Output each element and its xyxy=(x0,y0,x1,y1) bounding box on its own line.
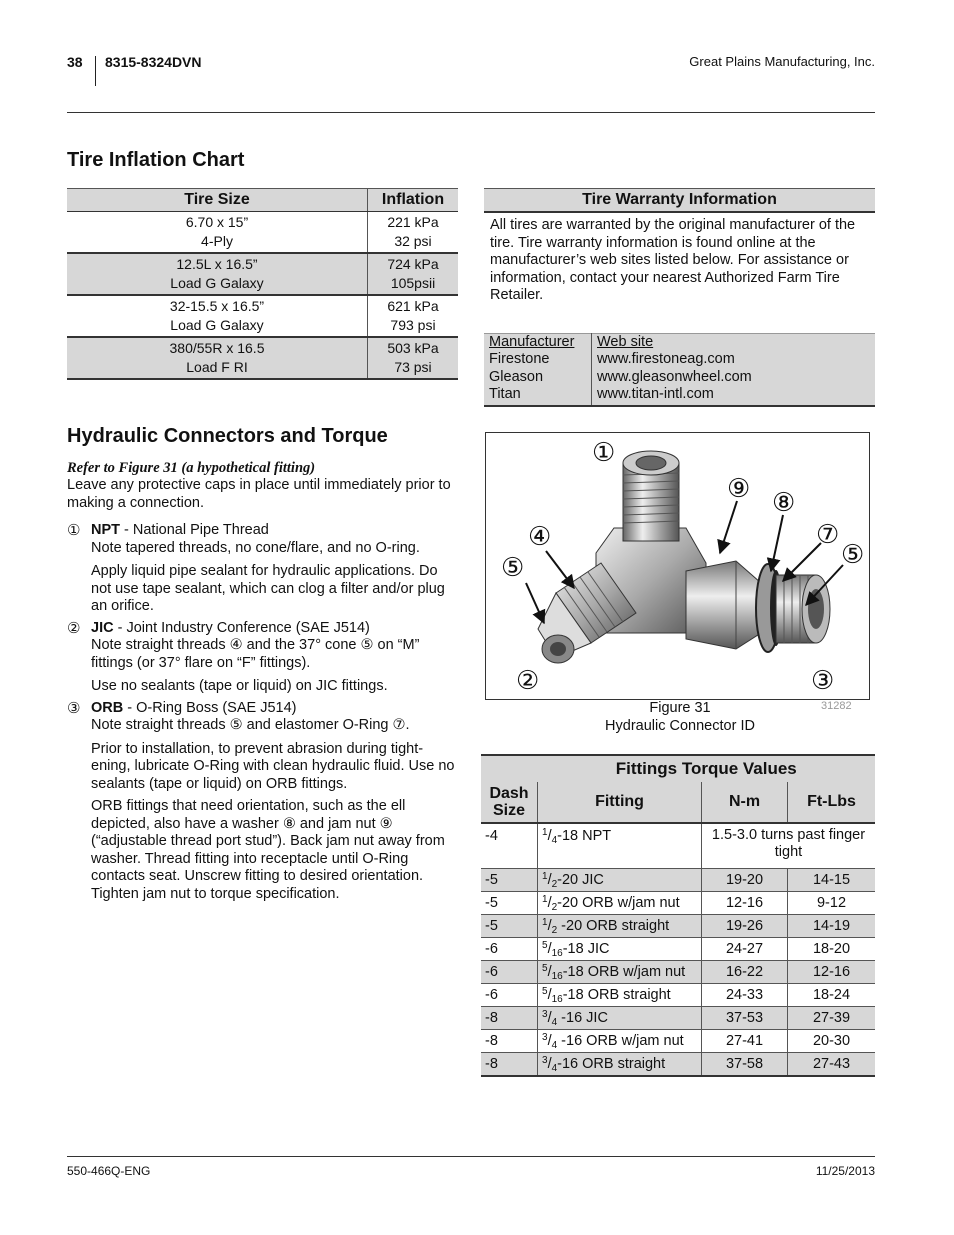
fitting-name: $^3/_4$ -16 ORB w/jam nut xyxy=(538,1030,702,1053)
header-rule xyxy=(67,112,875,113)
table-row xyxy=(484,351,875,368)
inflation-psi: 32 psi xyxy=(394,233,432,249)
torque-nm: 19-26 xyxy=(702,915,788,938)
item-note: Note tapered threads, no cone/flare, and no O-ring. xyxy=(91,539,420,556)
manufacturer-table xyxy=(484,333,875,407)
fitting-name: $^3/_4-16$ ORB straight xyxy=(538,1053,702,1077)
item-term: JIC xyxy=(91,619,114,636)
dash-size: -8 xyxy=(481,1053,538,1077)
table-row xyxy=(481,823,875,869)
hydraulic-body xyxy=(67,459,459,903)
manufacturer-name: Firestone xyxy=(489,351,550,368)
table-row xyxy=(484,386,875,406)
torque-ftlbs: 27-39 xyxy=(788,1007,876,1030)
dash-size: -5 xyxy=(481,892,538,915)
fitting-name: $^5/_{16}-18$ ORB w/jam nut xyxy=(538,961,702,984)
tire-size-line1: 6.70 x 15” xyxy=(185,214,249,230)
connector-illustration xyxy=(486,433,869,699)
table-row xyxy=(481,961,875,984)
warranty-title: Tire Warranty Information xyxy=(484,188,875,213)
fitting-name: $^1/_4-18$ NPT xyxy=(538,823,702,869)
tire-size-line1: 32-15.5 x 16.5” xyxy=(169,298,265,314)
callout-1: ① xyxy=(592,438,616,468)
col-fitting: Fitting xyxy=(538,782,702,823)
inflation-psi: 793 psi xyxy=(390,317,436,333)
fitting-name: $^5/_{16}-18$ ORB straight xyxy=(538,984,702,1007)
torque-nm: 37-58 xyxy=(702,1053,788,1077)
company-name: Great Plains Manufacturing, Inc. xyxy=(689,54,875,69)
tire-size-line1: 12.5L x 16.5” xyxy=(176,256,258,272)
callout-2: ② xyxy=(67,619,81,637)
item-orb xyxy=(67,700,459,904)
table-row xyxy=(481,869,875,892)
tire-size-line2: Load F RI xyxy=(186,359,248,375)
item-term: ORB xyxy=(91,699,124,716)
item-desc: - Joint Industry Conference (SAE J514) xyxy=(113,619,370,636)
torque-nm: 12-16 xyxy=(702,892,788,915)
item-para: Prior to installation, to prevent abrasion during tight-ening, lubricate O-Ring with clean hydraulic fluid. Use no sealants (tape or liquid) on ORB fittings. xyxy=(91,740,455,792)
torque-ftlbs: 9-12 xyxy=(788,892,876,915)
torque-title: Fittings Torque Values xyxy=(538,755,876,782)
manufacturer-site: www.gleasonwheel.com xyxy=(592,369,876,386)
torque-nm: 27-41 xyxy=(702,1030,788,1053)
col-tire-size: Tire Size xyxy=(67,189,368,212)
torque-nm: 24-33 xyxy=(702,984,788,1007)
dash-size: -8 xyxy=(481,1030,538,1053)
col-dash-size: Dash Size xyxy=(481,782,538,823)
item-para: Use no sealants (tape or liquid) on JIC fittings. xyxy=(91,678,388,694)
inflation-psi: 73 psi xyxy=(394,359,432,375)
footer-rule xyxy=(67,1156,875,1157)
torque-nm: 37-53 xyxy=(702,1007,788,1030)
figure-title: Hydraulic Connector ID xyxy=(605,717,755,734)
table-row xyxy=(67,253,458,295)
figure-caption xyxy=(560,700,800,735)
torque-ftlbs: 14-19 xyxy=(788,915,876,938)
header-divider xyxy=(95,56,96,86)
col-nm: N-m xyxy=(702,782,788,823)
figure-reference: Refer to Figure 31 (a hypothetical fitting) xyxy=(67,460,316,476)
hydraulic-connector-figure xyxy=(485,432,870,700)
dash-size: -6 xyxy=(481,961,538,984)
manufacturer-name: Titan xyxy=(489,385,521,402)
torque-ftlbs: 20-30 xyxy=(788,1030,876,1053)
table-row xyxy=(67,337,458,379)
inflation-kpa: 621 kPa xyxy=(387,298,439,314)
item-jic xyxy=(67,620,459,696)
dash-size: -4 xyxy=(481,823,538,869)
dash-size: -6 xyxy=(481,938,538,961)
callout-2: ② xyxy=(516,666,540,696)
inflation-psi: 105psii xyxy=(390,275,436,291)
figure-number: Figure 31 xyxy=(649,700,711,716)
callout-3: ③ xyxy=(67,699,81,717)
tire-inflation-table xyxy=(67,188,458,380)
table-row xyxy=(481,1007,875,1030)
torque-spec: 1.5-3.0 turns past finger tight xyxy=(702,823,876,869)
tire-size-line2: Load G Galaxy xyxy=(170,275,264,291)
tire-size-line2: 4-Ply xyxy=(201,233,233,249)
table-row xyxy=(481,915,875,938)
tire-size-line2: Load G Galaxy xyxy=(170,317,264,333)
torque-nm: 24-27 xyxy=(702,938,788,961)
callout-8: ⑧ xyxy=(772,488,796,518)
fitting-name: $^1/_2-20$ ORB w/jam nut xyxy=(538,892,702,915)
torque-ftlbs: 27-43 xyxy=(788,1053,876,1077)
page-number: 38 xyxy=(67,54,83,70)
model-number: 8315-8324DVN xyxy=(105,54,202,70)
table-row xyxy=(481,984,875,1007)
torque-ftlbs: 14-15 xyxy=(788,869,876,892)
fitting-name: $^1/_2$ -20 ORB straight xyxy=(538,915,702,938)
callout-4: ④ xyxy=(528,522,552,552)
item-para: ORB fittings that need orientation, such as the ell depicted, also have a washer ⑧ and jam nut ⑨ (“adjustable thread port stud”). Back jam nut away from washer. Thread fitting into receptacle until O-Ring contacts seat. Unscrew fitting to desired orientation. Tighten jam nut to torque specification. xyxy=(91,798,445,902)
manufacturer-site: www.titan-intl.com xyxy=(592,386,876,406)
torque-ftlbs: 18-20 xyxy=(788,938,876,961)
dash-size: -5 xyxy=(481,915,538,938)
fitting-name: $^1/_2-20$ JIC xyxy=(538,869,702,892)
manufacturer-site: www.firestoneag.com xyxy=(592,351,876,368)
table-row xyxy=(67,212,458,254)
figure-id: 31282 xyxy=(821,700,852,712)
warranty-box xyxy=(484,188,875,305)
callout-5-right: ⑤ xyxy=(841,540,865,570)
table-row xyxy=(481,938,875,961)
hydraulic-title: Hydraulic Connectors and Torque xyxy=(67,425,388,447)
callout-7: ⑦ xyxy=(816,520,840,550)
dash-size: -6 xyxy=(481,984,538,1007)
inflation-kpa: 724 kPa xyxy=(387,256,439,272)
callout-5: ⑤ xyxy=(501,553,525,583)
col-inflation: Inflation xyxy=(368,189,459,212)
callout-3: ③ xyxy=(811,666,835,696)
doc-date: 11/25/2013 xyxy=(815,1164,875,1178)
inflation-kpa: 221 kPa xyxy=(387,214,439,230)
intro-text: Leave any protective caps in place until immediately prior to making a connection. xyxy=(67,477,451,511)
torque-nm: 19-20 xyxy=(702,869,788,892)
torque-ftlbs: 18-24 xyxy=(788,984,876,1007)
table-row xyxy=(67,295,458,337)
table-row xyxy=(481,892,875,915)
torque-table xyxy=(481,754,875,1077)
col-website: Web site xyxy=(597,334,654,350)
fitting-name: $^5/_{16}-18$ JIC xyxy=(538,938,702,961)
callout-1: ① xyxy=(67,522,81,539)
inflation-kpa: 503 kPa xyxy=(387,340,439,356)
item-npt xyxy=(67,522,459,616)
item-note: Note straight threads ④ and the 37° cone ⑤ on “M” fittings (or 37° flare on “F” fittings). xyxy=(91,637,420,671)
item-term: NPT xyxy=(91,522,120,538)
warranty-text: All tires are warranted by the original manufacturer of the tire. Tire warranty information is found online at the manufacturer’s web sites listed below. For assistance or information, contact your nearest Authorized Farm Tire Retailer. xyxy=(490,217,856,303)
fitting-name: $^3/_4$ -16 JIC xyxy=(538,1007,702,1030)
tire-size-line1: 380/55R x 16.5 xyxy=(169,340,265,356)
tire-chart-title: Tire Inflation Chart xyxy=(67,149,245,171)
table-row xyxy=(481,1030,875,1053)
item-desc: - National Pipe Thread xyxy=(120,522,269,538)
torque-nm: 16-22 xyxy=(702,961,788,984)
torque-ftlbs: 12-16 xyxy=(788,961,876,984)
table-row xyxy=(481,1053,875,1077)
manufacturer-name: Gleason xyxy=(489,368,544,385)
doc-number: 550-466Q-ENG xyxy=(67,1164,151,1178)
item-desc: - O-Ring Boss (SAE J514) xyxy=(123,699,297,716)
table-row xyxy=(484,369,875,386)
callout-9: ⑨ xyxy=(727,474,751,504)
dash-size: -8 xyxy=(481,1007,538,1030)
col-manufacturer: Manufacturer xyxy=(489,334,575,350)
item-para: Apply liquid pipe sealant for hydraulic applications. Do not use tape sealant, which can clog a filter and/or plug an orifice. xyxy=(91,563,445,614)
dash-size: -5 xyxy=(481,869,538,892)
item-note: Note straight threads ⑤ and elastomer O-Ring ⑦. xyxy=(91,717,410,733)
col-ftlbs: Ft-Lbs xyxy=(788,782,876,823)
